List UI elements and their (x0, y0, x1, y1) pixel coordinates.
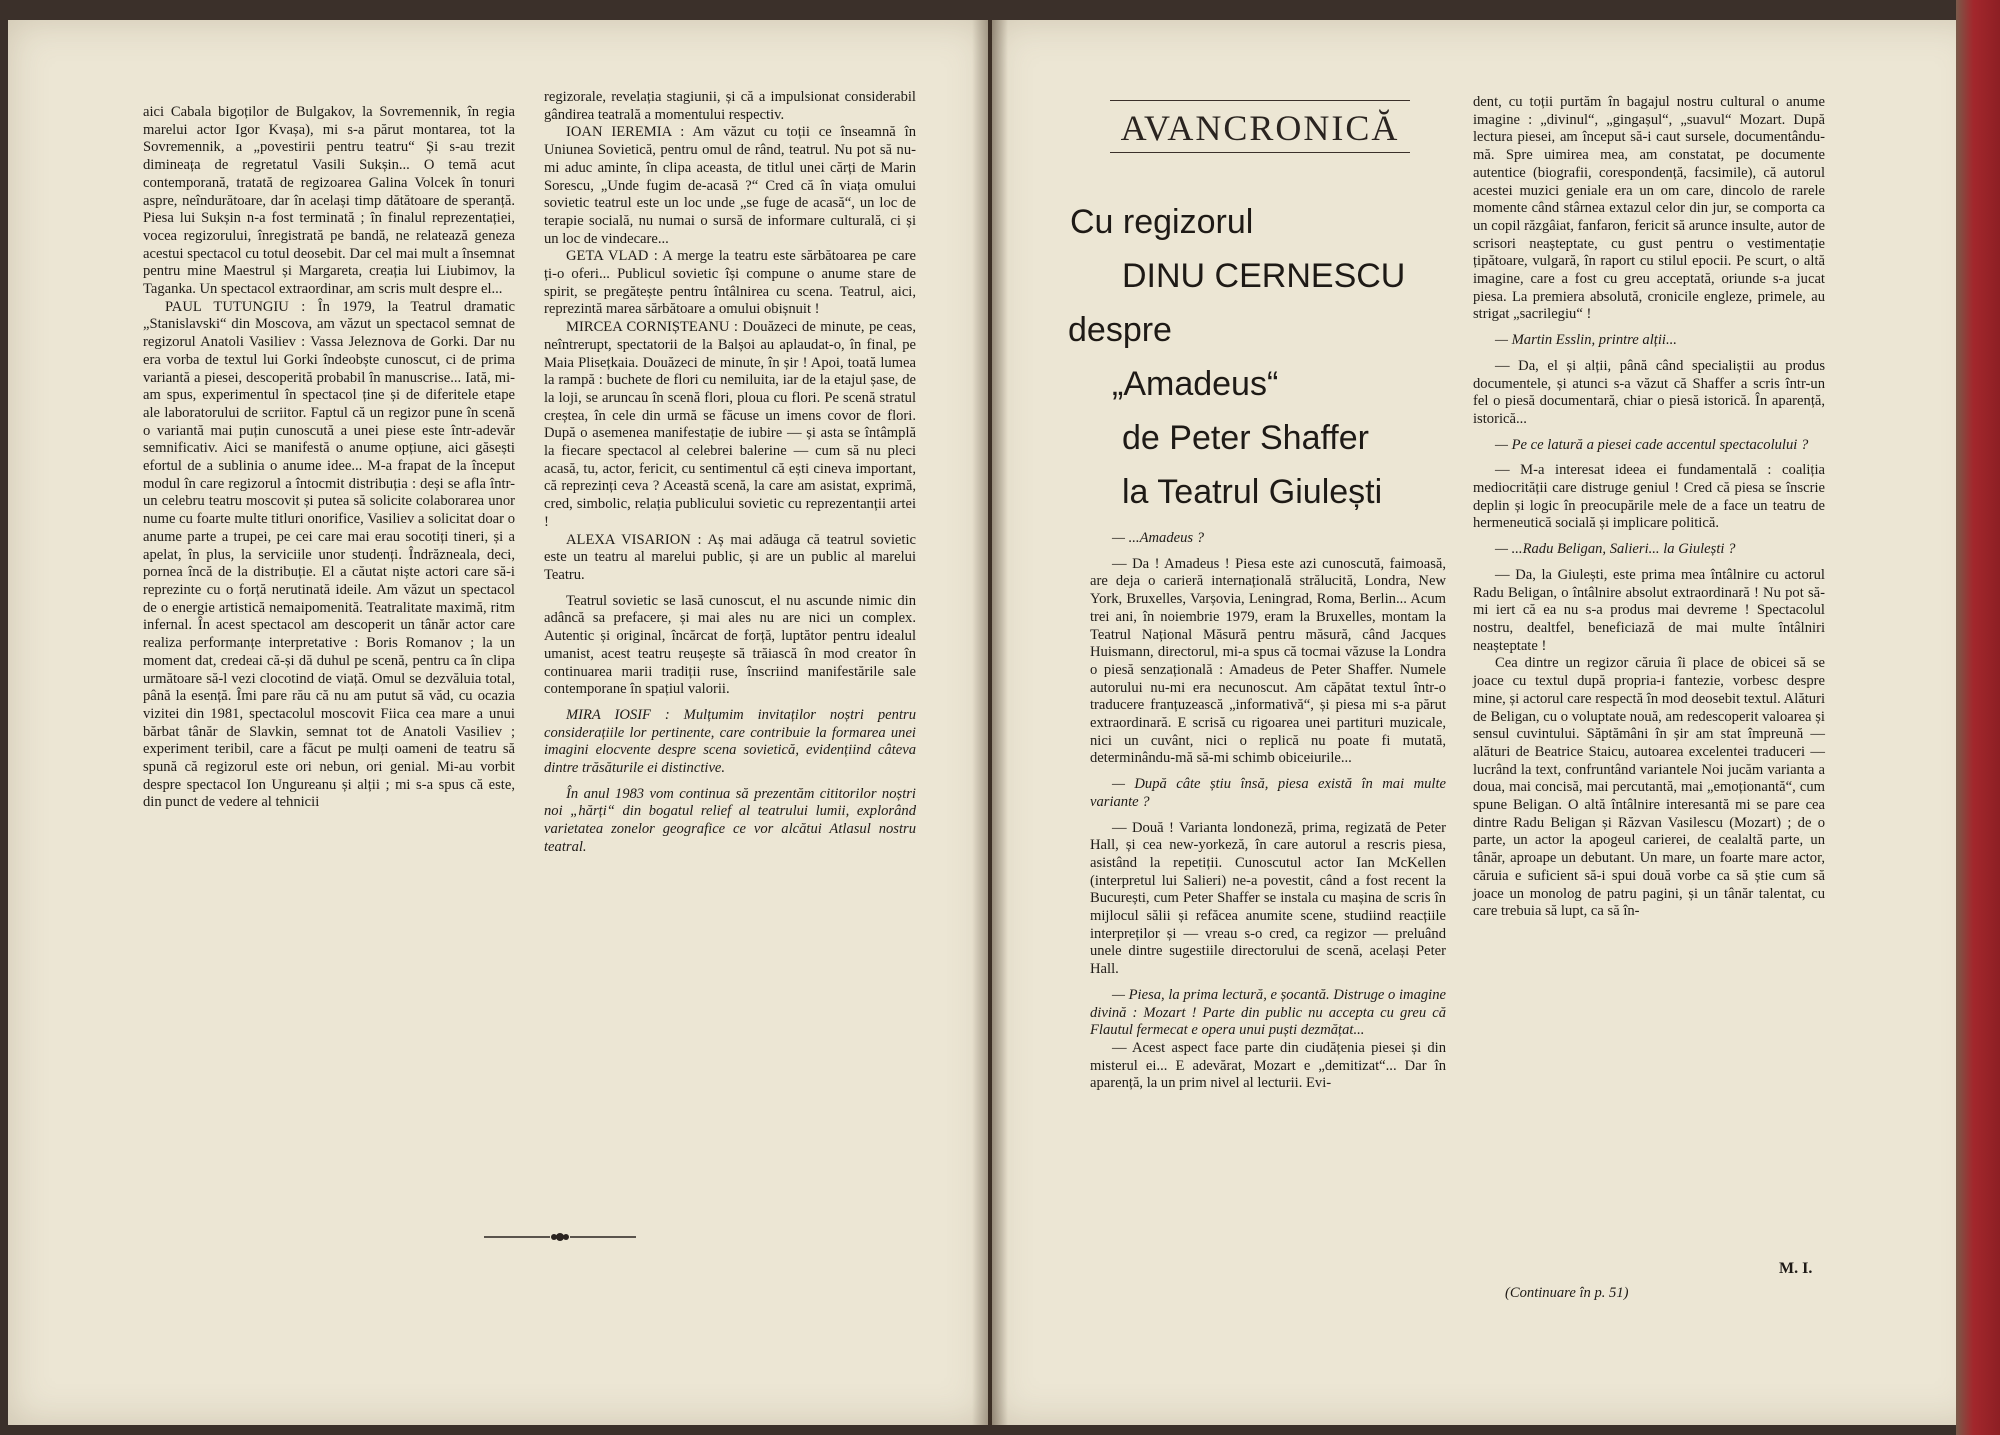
paragraph: GETA VLAD : A merge la teatru este sărbătoarea pe care ți-o oferi... Publicul sovietic își compune o anume stare de spirit, se pregătește pentru întâlnirea cu scena. Teatrul, aici, reprezintă marea sărbătoare a omului obișnuit ! (544, 248, 916, 318)
answer: — Două ! Varianta londoneză, prima, regizată de Peter Hall, și cea new-yorkeză, în care autorul a rescris piesa, asistând la repetiții. Cunoscutul actor Ian McKellen (interpretul lui Salieri) ne-a povestit, când a fost recent la București, cum Peter Shaffer se instala cu mașina de scris în mijlocul sălii și refăcea anumite scene, studiind reacțiile interpreților și — vreau s-o cred, ca regizor — preluând unele dintre sugestiile directorului de scenă, același Peter Hall. (1090, 819, 1446, 978)
paragraph: regizorale, revelația stagiunii, și că a impulsionat considerabil gândirea teatrală a momentului respectiv. (544, 89, 916, 123)
article-title (1060, 195, 1440, 519)
answer: — M-a interesat ideea ei fundamentală : coaliția mediocrității care distruge geniul ! Cred că piesa se înscrie deplin și logic în preocupările mele de a face un teatru de hermeneutică socială și implicare politică. (1473, 462, 1825, 532)
title-line: la Teatrul Giulești (1122, 473, 1383, 511)
book-gutter (972, 20, 1008, 1425)
question: — Piesa, la prima lectură, e șocantă. Distruge o imagine divină : Mozart ! Parte din public nu accepta cu greu că Flautul fermecat e opera unui puști dezmățat... (1090, 986, 1447, 1039)
section-heading: AVANCRONICĂ (1120, 108, 1400, 148)
answer: Cea dintre un regizor căruia îi place de obicei să se joace cu textul după propria-i fantezie, vorbesc despre mine, și actorul care respectă în mod deosebit textul. Alături de Beligan, cu o voluptate nouă, am redescoperit valoarea și sensul cuvintului. Săptămâni în șir am stat împreună — alături de Beatrice Staicu, autoarea excelentei traduceri — lucrând la text, confruntând variantele Noi jucăm varianta a doua, mai concisă, mai percutantă, mai „emoționantă“, cum spune Beligan. O altă întâlnire interesantă mi se pare cea dintre Radu Beligan și Răzvan Vasilescu (Mozart) ; de o parte, un actor la apogeul carierei, de cealaltă parte, un tânăr, aproape un debutant. Un mare, un foarte mare actor, căruia e suficient să-i spui două vorbe ca să știe cum să joace un monolog de patru pagini, și un tânăr talentat, cu care trebuia să lupt, ca să în- (1473, 655, 1825, 920)
decorative-divider (480, 1230, 640, 1244)
heading-rule-top (1110, 100, 1410, 101)
closing-remarks: MIRA IOSIF : Mulțumim invitaților noștri pentru considerațiile lor pertinente, care contribuie la formarea unei imagini elocvente despre scena sovietică, evidențiind câteva dintre trăsăturile ei distinctive. (544, 706, 916, 777)
author-signature: M. I. (1779, 1260, 1813, 1277)
answer: — Da, la Giulești, este prima mea întâlnire cu actorul Radu Beligan, o întâlnire absolut extraordinară ! Nu pot să-mi iert că ea nu s-a produs mai devreme ! Spectacolul nostru, dealtfel, beneficiază de mai multe întâlniri neașteptate ! (1473, 566, 1825, 654)
answer: dent, cu toții purtăm în bagajul nostru cultural o anume imagine : „divinul“, „gingașul“, „suavul“ Mozart. După lectura piesei, am început să-i caut sursele, documentându-mă. Spre uimirea mea, am constatat, pe documente autentice (biografii, corespondență, facsimile), că autorul acestei muzici geniale era un om care, dincolo de rarele momente când stârnea extazul celor din jur, se comporta ca un copil răzgâiat, fanfaron, fericit să arunce insulte, autor de scrisori neașteptate, cu gust pentru o vestimentație țipătoare, vulgară, în raport cu stilul epocii. Pe scurt, o altă imagine, care a fost cu greu acceptată, oriunde s-a jucat piesa. La premiera absolută, cronicile engleze, primele, au strigat „sacrilegiu“ ! (1473, 94, 1825, 323)
paragraph: aici Cabala bigoților de Bulgakov, la Sovremennik, în regia marelui actor Igor Kvașa), mi s-a părut montarea, tot la Sovremennik, a „povestirii pentru teatru“ Și s-au trezit dimineața de regretatul Vasili Sukșin... O temă acut contemporană, tratată de regizoarea Galina Volcek în tonuri aspre, neîndurătoare, dar în același timp dătătoare de speranță. Piesa lui Sukșin n-a fost terminată ; în finalul reprezentației, vocea regizorului, înregistrată pe bandă, ne relatează geneza acestui spectacol cu totul deosebit. Dar cel mai mult a însemnat pentru mine Maestrul și Margareta, creația lui Liubimov, la Taganka. Un spectacol extraordinar, am scris mult despre el... (143, 104, 515, 298)
paragraph: MIRCEA CORNIȘTEANU : Douăzeci de minute, pe ceas, neîntrerupt, spectatorii de la Balșoi au aplaudat-o, în final, pe Maia Plisețkaia. Douăzeci de minute, în șir ! Apoi, toată lumea la rampă : buchete de flori cu nemiluita, iar de la etajul șase, de la loji, se aruncau în scenă flori, ploua cu flori. Pe scenă stratul creștea, în cele din urmă se făcuse un imens covor de flori. După o asemenea manifestație de iubire — și asta se întâmplă la fiecare spectacol al celebrei balerine — cum să nu pleci acasă, tu, actor, fericit, cu sentimentul că ești cineva important, că reprezinți ceva ? Această scenă, la care am asistat, exprimă, cred, simbolic, relația publicului sovietic cu reprezentanții artei ! (544, 319, 916, 530)
answer: — Acest aspect face parte din ciudățenia piesei și din misterul ei... E adevărat, Mozart e „demitizat“... Dar în aparență, la un prim nivel al lecturii. Evi- (1090, 1039, 1446, 1092)
question: — Pe ce latură a piesei cade accentul spectacolului ? (1495, 436, 1809, 453)
paragraph: PAUL TUTUNGIU : În 1979, la Teatrul dramatic „Stanislavski“ din Moscova, am văzut un spectacol semnat de regizorul Anatoli Vasiliev : Vassa Jeleznova de Gorki. Dar nu era vorba de textul lui Gorki îndeobște cunoscut, ci de prima variantă a piesei, descoperită probabil în manuscrise... Iată, mi-am spus, experimentul în spectacol ține și de diferitele etape ale laboratorului de scriitor. Faptul că un regizor pune în scenă o variantă mai puțin cunoscută a unei piese este într-adevăr semnificativ. Aici se manifestă o anume opțiune, aici găsești efortul de a sublinia o anume idee... M-a frapat de la început modul în care regizorul a întocmit distribuția : deși se afla într-un celebru teatru moscovit și putea să solicite colaborarea unor nume cu foarte multe titluri onorifice, Vasiliev a solicitat doar o anume parte a trupei, pe cei care mai erau socotiți tineri, și a apelat, în plus, la serviciile unor studenți. Îndrăzneala, deci, pornea încă de la distribuție. El a căutat niște actori care să-i reprezinte cu o forță nerutinată ideile. Am văzut un spectacol de o energie artistică nemaipomenită. Teatralitate maximă, ritm infernal. În acest spectacol am descoperit un tânăr actor care realiza performanțe interpretative : Boris Romanov ; la un moment dat, credeai că-și dă duhul pe scenă, pentru ca în clipa următoare să-l vezi clocotind de viață. Omul se dezvăluia total, până la esență. Îmi pare rău că nu am putut să văd, cu ocazia vizitei din 1981, spectacolul moscovit Fiica cea mare a unui bărbat tânăr de Slavkin, semnat tot de Anatoli Vasiliev ; experiment teribil, care a făcut pe mulți oameni de teatru să spună că regizorul este ori nebun, ori genial. Mi-au vorbit despre spectacol Ion Ungureanu și alții ; mi s-a spus că este, din punct de vedere al tehnicii (143, 298, 515, 811)
title-line: despre (1068, 311, 1172, 349)
title-line: DINU CERNESCU (1122, 257, 1406, 295)
right-column-1 (1090, 530, 1446, 1093)
question: — ...Radu Beligan, Salieri... la Giulești ? (1495, 541, 1736, 558)
title-line: de Peter Shaffer (1122, 419, 1369, 457)
answer: — Da ! Amadeus ! Piesa este azi cunoscută, faimoasă, are deja o carieră internațională strălucită, Londra, New York, Bruxelles, Varșovia, Leningrad, Roma, Berlin... Acum trei ani, în noiembrie 1979, eram la Bruxelles, montam la Teatrul Național Măsură pentru măsură, când Jacques Huismann, directorul, mi-a spus că tocmai văzuse la Londra o piesă senzațională : Amadeus de Peter Shaffer. Numele autorului nu-mi era necunoscut. Am căpătat textul într-o traducere franțuzească „informativă“, și piesa mi s-a părut extraordinară. E scrisă cu rigoarea unei partituri muzicale, nici un cuvânt, nici o replică nu poate fi mutată, determinându-mă să-mi schimb obiceiurile... (1090, 555, 1446, 767)
question: — ...Amadeus ? (1112, 530, 1205, 546)
editorial-note: În anul 1983 vom continua să prezentăm cititorilor noștri noi „hărți“ din bogatul relief al teatrului lumii, explorând varietatea zonelor geografice ce vor alcătui Atlasul nostru teatral. (544, 785, 916, 855)
title-line: „Amadeus“ (1112, 365, 1279, 403)
right-column-2 (1473, 94, 1825, 921)
heading-rule-bottom (1110, 152, 1410, 153)
left-column-2 (544, 89, 916, 857)
paragraph: ALEXA VISARION : Aș mai adăuga că teatrul sovietic este un teatru al marelui public, și are un public al marelui Teatru. (544, 531, 916, 583)
question: — Martin Esslin, printre alții... (1495, 332, 1677, 349)
title-line: Cu regizorul (1070, 203, 1254, 241)
paragraph: Teatrul sovietic se lasă cunoscut, el nu ascunde nimic din adâncă sa prefacere, și mai ales nu are nici un complex. Autentic și original, încărcat de forță, luptător pentru idealul umanist, acest teatru reușește să trăiască în mod creator în continuarea marii tradiții ruse, înscriind manifestările sale contemporane în spațiul valorii. (544, 592, 916, 698)
paragraph: IOAN IEREMIA : Am văzut cu toții ce înseamnă în Uniunea Sovietică, pentru omul de rând, teatrul. Nu pot să nu-mi aduc aminte, în clipa aceasta, de titlul unei cărți de Marin Sorescu, „Unde fugim de-acasă ?“ Cred că în viața omului sovietic teatrul este un loc unde „se fuge de acasă“, un loc de terapie socială, nu numai o sursă de informare culturală, ci și un loc de vindecare... (544, 124, 916, 247)
book-binding (1956, 0, 2000, 1435)
continuation-note: (Continuare în p. 51) (1505, 1285, 1629, 1301)
left-column-1 (143, 104, 515, 812)
answer: — Da, el și alții, până când specialiștii au produs documentele, și atunci s-a văzut că Shaffer a scris într-un fel o piesă documentară, chiar o piesă istorică. În aparență, istorică... (1473, 357, 1825, 427)
question: — După câte știu însă, piesa există în mai multe variante ? (1090, 776, 1446, 810)
